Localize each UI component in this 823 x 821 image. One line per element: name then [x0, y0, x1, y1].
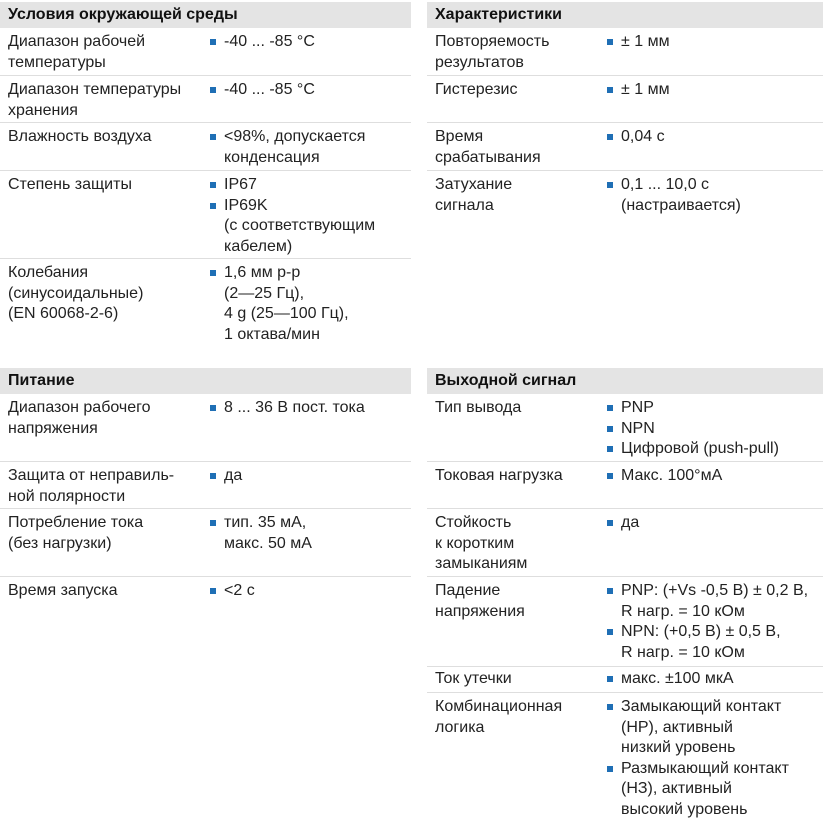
bullet-icon: [607, 520, 613, 526]
list-item: [607, 175, 823, 216]
bullet-icon: [210, 39, 216, 45]
bullet-icon: [607, 39, 613, 45]
list-item: [607, 466, 823, 487]
bullet-icon: [607, 629, 613, 635]
row-value: тип. 35 мА, макс. 50 мА: [224, 514, 312, 552]
list-item: [607, 398, 823, 419]
row-label: Падение напряжения: [435, 582, 525, 620]
bullet-icon: [607, 182, 613, 188]
row-label: Влажность воздуха: [8, 128, 152, 145]
row-value: PNP: [621, 399, 654, 416]
row-value: макс. ±100 мкА: [621, 670, 734, 687]
table-row: [0, 28, 411, 76]
table-row: [427, 667, 823, 693]
row-value: 1,6 мм p-p (2—25 Гц), 4 g (25—100 Гц), 1 октава/мин: [224, 264, 349, 343]
list-item: [210, 175, 411, 196]
panel-title: Условия окружающей среды: [0, 2, 411, 28]
list-item: [607, 669, 823, 690]
row-label: Стойкость к коротким замыканиям: [435, 514, 528, 572]
table-row: [427, 171, 823, 218]
row-value: Цифровой (push-pull): [621, 440, 779, 457]
bullet-icon: [607, 473, 613, 479]
row-value: IP69K (с соответствующим кабелем): [224, 196, 376, 255]
panel-power: [0, 368, 411, 617]
bullet-icon: [607, 87, 613, 93]
table-row: [0, 462, 411, 509]
bullet-icon: [210, 270, 216, 276]
panel-title: Выходной сигнал: [427, 368, 823, 394]
bullet-icon: [607, 405, 613, 411]
row-label: Гистерезис: [435, 81, 518, 98]
row-value: 0,1 ... 10,0 с (настраивается): [621, 176, 741, 214]
list-item: [607, 581, 823, 622]
table-row: [427, 123, 823, 171]
bullet-icon: [607, 704, 613, 710]
list-item: [210, 513, 411, 554]
table-row: [0, 76, 411, 123]
panel-title: Питание: [0, 368, 411, 394]
row-value: Замыкающий контакт (НР), активный низкий уровень: [621, 698, 782, 756]
list-item: [607, 32, 823, 53]
list-item: [607, 439, 823, 460]
panel-title: Характеристики: [427, 2, 823, 28]
row-label: Комбинационная логика: [435, 698, 563, 736]
row-label: Время срабатывания: [435, 128, 541, 166]
bullet-icon: [607, 134, 613, 140]
row-label: Токовая нагрузка: [435, 467, 563, 484]
row-label: Тип вывода: [435, 399, 522, 416]
panel-environment: [0, 2, 411, 348]
panel-characteristics: [427, 2, 823, 218]
list-item: [607, 622, 823, 663]
row-value: 0,04 с: [621, 128, 665, 145]
table-row: [427, 76, 823, 123]
bullet-icon: [607, 426, 613, 432]
bullet-icon: [210, 203, 216, 209]
list-item: [210, 80, 411, 101]
row-value: PNP: (+Vs -0,5 В) ± 0,2 В, R нагр. = 10 кОм: [621, 582, 809, 620]
row-label: Степень защиты: [8, 176, 132, 193]
bullet-icon: [210, 473, 216, 479]
list-item: [210, 263, 411, 345]
table-row: [427, 28, 823, 76]
list-item: [607, 127, 823, 148]
row-value: Размыкающий контакт (НЗ), активный высокий уровень: [621, 759, 789, 818]
table-row: [0, 123, 411, 171]
list-item: [210, 398, 411, 419]
row-label: Время запуска: [8, 582, 118, 599]
table-row: [427, 462, 823, 509]
row-value: да: [224, 467, 243, 484]
table-row: [427, 509, 823, 577]
table-row: [0, 259, 411, 348]
row-value: ± 1 мм: [621, 81, 670, 98]
row-label: Потребление тока (без нагрузки): [8, 514, 144, 552]
row-label: Повторяемость результатов: [435, 33, 550, 71]
row-value: -40 ... -85 °C: [224, 81, 315, 98]
bullet-icon: [607, 446, 613, 452]
table-row: [0, 509, 411, 577]
row-label: Колебания (синусоидальные) (EN 60068-2-6): [8, 264, 144, 322]
bullet-icon: [607, 766, 613, 772]
row-label: Защита от неправиль- ной полярности: [8, 467, 175, 505]
row-value: <2 с: [224, 582, 255, 599]
list-item: [210, 581, 411, 602]
list-item: [210, 466, 411, 487]
row-value: да: [621, 514, 640, 531]
bullet-icon: [210, 87, 216, 93]
row-value: Макс. 100°мА: [621, 467, 723, 484]
bullet-icon: [210, 405, 216, 411]
row-label: Затухание сигнала: [435, 176, 513, 214]
row-value: <98%, допускается конденсация: [224, 128, 366, 166]
row-value: -40 ... -85 °C: [224, 33, 315, 50]
row-value: IP67: [224, 176, 257, 193]
list-item: [607, 80, 823, 101]
panel-output-signal: [427, 368, 823, 821]
row-value: ± 1 мм: [621, 33, 670, 50]
list-item: [210, 127, 411, 168]
list-item: [607, 419, 823, 440]
bullet-icon: [607, 588, 613, 594]
row-value: NPN: [621, 419, 655, 437]
list-item: [607, 513, 823, 534]
row-label: Диапазон рабочей температуры: [8, 33, 146, 71]
table-row: [427, 693, 823, 821]
table-row: [427, 394, 823, 462]
list-item: [607, 697, 823, 759]
row-label: Диапазон температуры хранения: [8, 81, 182, 119]
bullet-icon: [210, 520, 216, 526]
table-row: [427, 577, 823, 667]
bullet-icon: [210, 588, 216, 594]
list-item: [210, 32, 411, 53]
table-row: [0, 577, 411, 617]
row-label: Диапазон рабочего напряжения: [8, 399, 151, 437]
row-value: 8 ... 36 В пост. тока: [224, 399, 365, 416]
table-row: [0, 394, 411, 462]
row-label: Ток утечки: [435, 670, 512, 687]
bullet-icon: [607, 676, 613, 682]
list-item: [607, 759, 823, 821]
bullet-icon: [210, 134, 216, 140]
list-item: [210, 196, 411, 258]
table-row: [0, 171, 411, 259]
row-value: NPN: (+0,5 В) ± 0,5 В, R нагр. = 10 кОм: [621, 623, 781, 661]
bullet-icon: [210, 182, 216, 188]
